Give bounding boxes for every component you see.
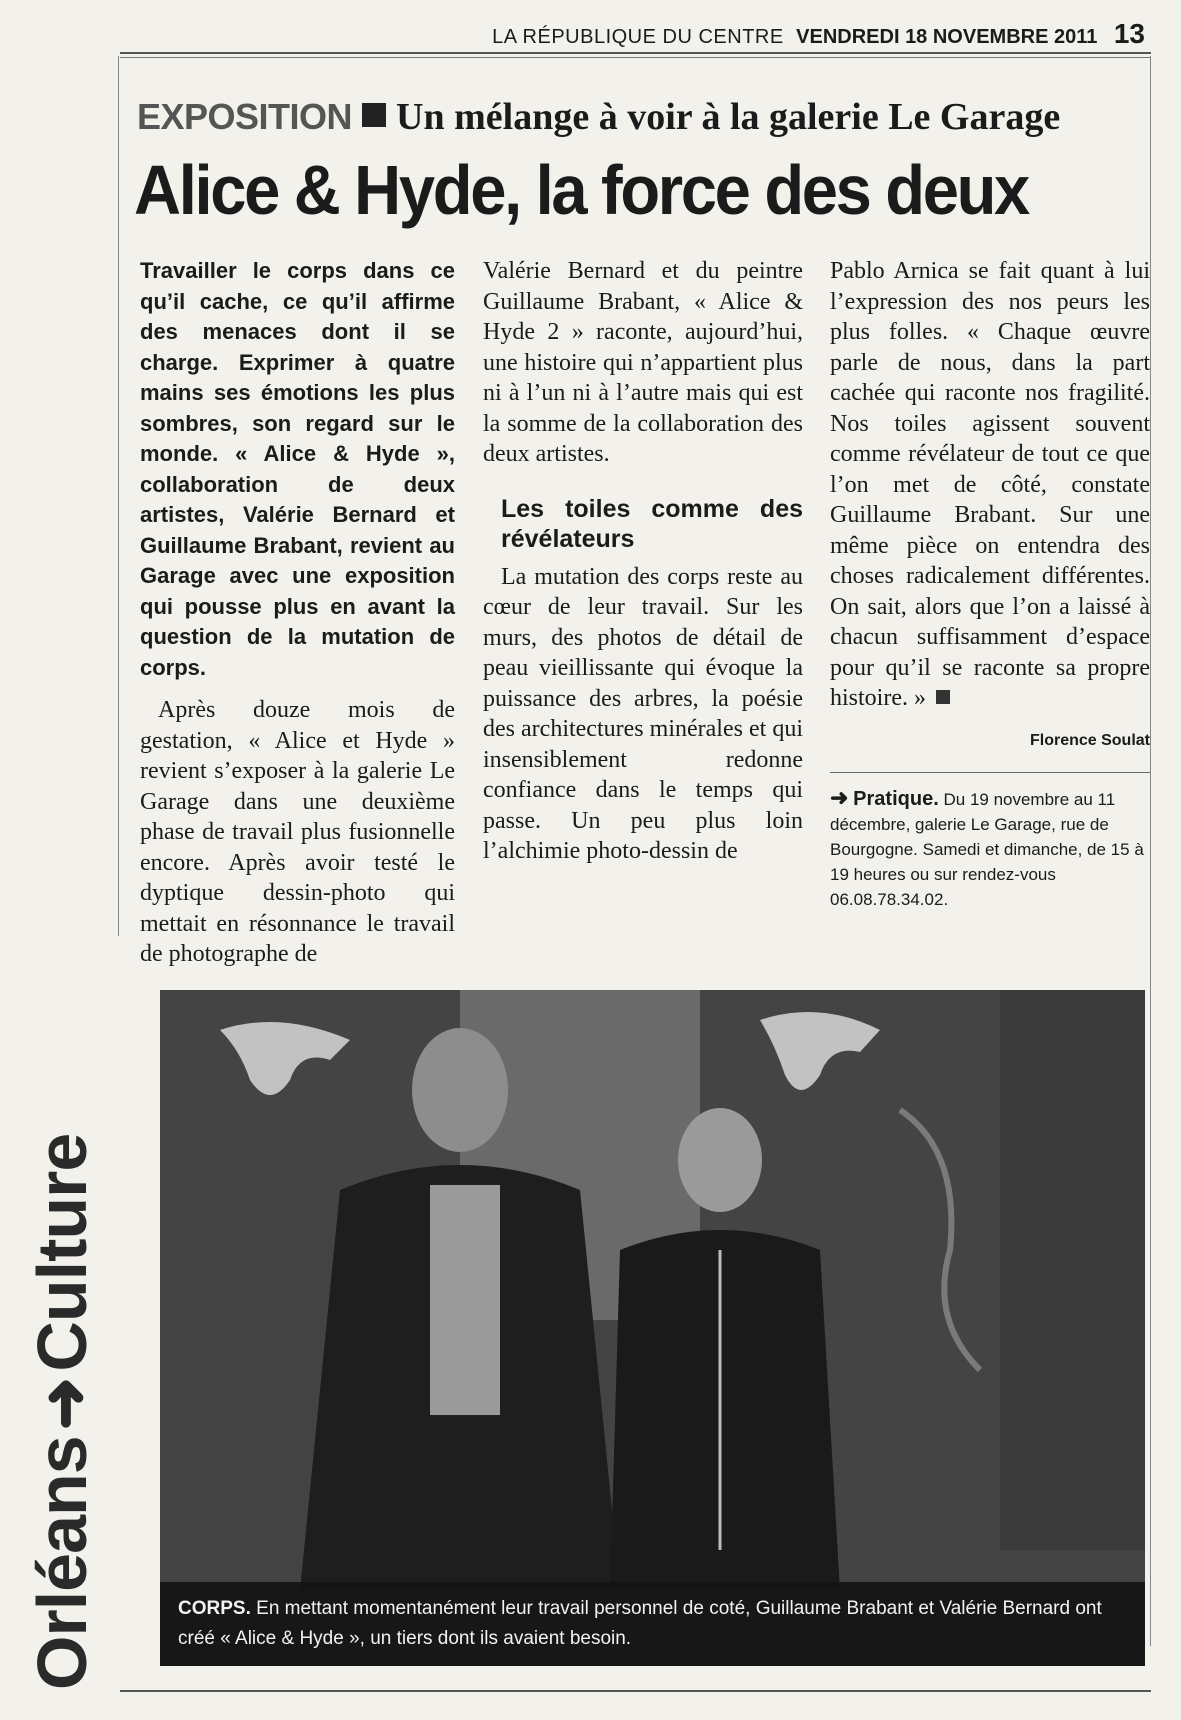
pratique-label: Pratique. — [853, 787, 939, 810]
masthead — [120, 18, 1145, 48]
intertitle: Les toiles comme des révélateurs — [501, 494, 803, 553]
article-kicker — [137, 95, 1147, 139]
bottom-rule — [120, 1690, 1151, 1695]
left-rule — [118, 56, 119, 936]
top-rule — [120, 52, 1151, 58]
article-headline: Alice & Hyde, la force des deux — [134, 151, 1028, 229]
section-rubric — [22, 1134, 102, 1690]
article-paragraph: Valérie Bernard et du peintre Guillaume Brabant, « Alice & Hyde 2 » raconte, aujourd’hui, une histoire qui n’appartient plus ni à l’un ni à l’autre mais qui est la somme de la collaboration des deux artistes. — [483, 258, 803, 467]
issue-date: VENDREDI 18 NOVEMBRE 2011 — [796, 26, 1098, 48]
photo-illustration — [160, 990, 1145, 1666]
article-column-2 — [483, 256, 803, 867]
rubric-city: Orléans — [23, 1436, 101, 1690]
photo-caption — [160, 1582, 1145, 1666]
end-mark-icon — [936, 690, 950, 704]
caption-text: En mettant momentanément leur travail personnel de coté, Guillaume Brabant et Valérie Bernard ont créé « Alice & Hyde », un tiers dont ils avaient besoin. — [178, 1598, 1102, 1649]
article-paragraph: Après douze mois de gestation, « Alice et Hyde » revient s’exposer à la galerie Le Garage dans une deuxième phase de travail plus fusionnelle encore. Après avoir testé le dyptique dessin-photo qui mettait en résonnance le travail de photographe de — [140, 697, 455, 967]
article-column-1 — [140, 256, 455, 970]
pratique-rule — [830, 772, 1150, 773]
byline: Florence Soulat — [1029, 731, 1150, 749]
article-lead: Travailler le corps dans ce qu’il cache, ce qu’il affirme des menaces dont il se charge. Exprimer à quatre mains ses émotions les plus sombres, son regard sur le monde. « Alice & Hyde », collaboration de deux artistes, Valérie Bernard et Guillaume Brabant, revient au Garage avec une exposition qui pousse plus en avant la question de la mutation de corps. — [140, 258, 455, 680]
article-photo — [160, 990, 1145, 1666]
square-bullet-icon — [362, 103, 386, 127]
arrow-right-icon: ➜ — [28, 1377, 100, 1431]
arrow-right-icon: ➜ — [830, 784, 849, 810]
page-number: 13 — [1113, 18, 1145, 49]
kicker-label: EXPOSITION — [137, 96, 353, 137]
pratique-box — [830, 785, 1150, 912]
newspaper-name: LA RÉPUBLIQUE DU CENTRE — [492, 26, 784, 48]
article-paragraph — [830, 256, 1150, 714]
article-paragraph-text: Pablo Arnica se fait quant à lui l’expression des nos peurs les plus folles. « Chaque œuvre parle de nous, dans la part cachée qui raconte nos fragilité. Nos toiles agissent souvent comme révélateur de tout ce que l’on met de côté, constate Guillaume Brabant. Sur une même pièce on entendra des choses radicalement différentes. On sait, alors que l’on a laissé à chacun suffisamment d’espace pour qu’il se raconte sa propre histoire. » — [830, 258, 1150, 711]
article-column-3 — [830, 256, 1150, 912]
kicker-subtitle: Un mélange à voir à la galerie Le Garage — [396, 96, 1061, 138]
article-paragraph: La mutation des corps reste au cœur de leur travail. Sur les murs, des photos de détail de peau vieillissante qui évoque la puissance des arbres, la poésie des architectures minérales et qui insensiblement redonne confiance dans le temps qui passe. Un peu plus loin l’alchimie photo-dessin de — [483, 563, 803, 864]
pratique-text: Du 19 novembre au 11 décembre, galerie Le Garage, rue de Bourgogne. Samedi et dimanche, de 15 à 19 heures ou sur rendez-vous 06.08.78.34.02. — [830, 789, 1144, 909]
rubric-section: Culture — [23, 1133, 101, 1372]
right-rule — [1150, 56, 1151, 1646]
caption-label: CORPS. — [178, 1598, 251, 1619]
